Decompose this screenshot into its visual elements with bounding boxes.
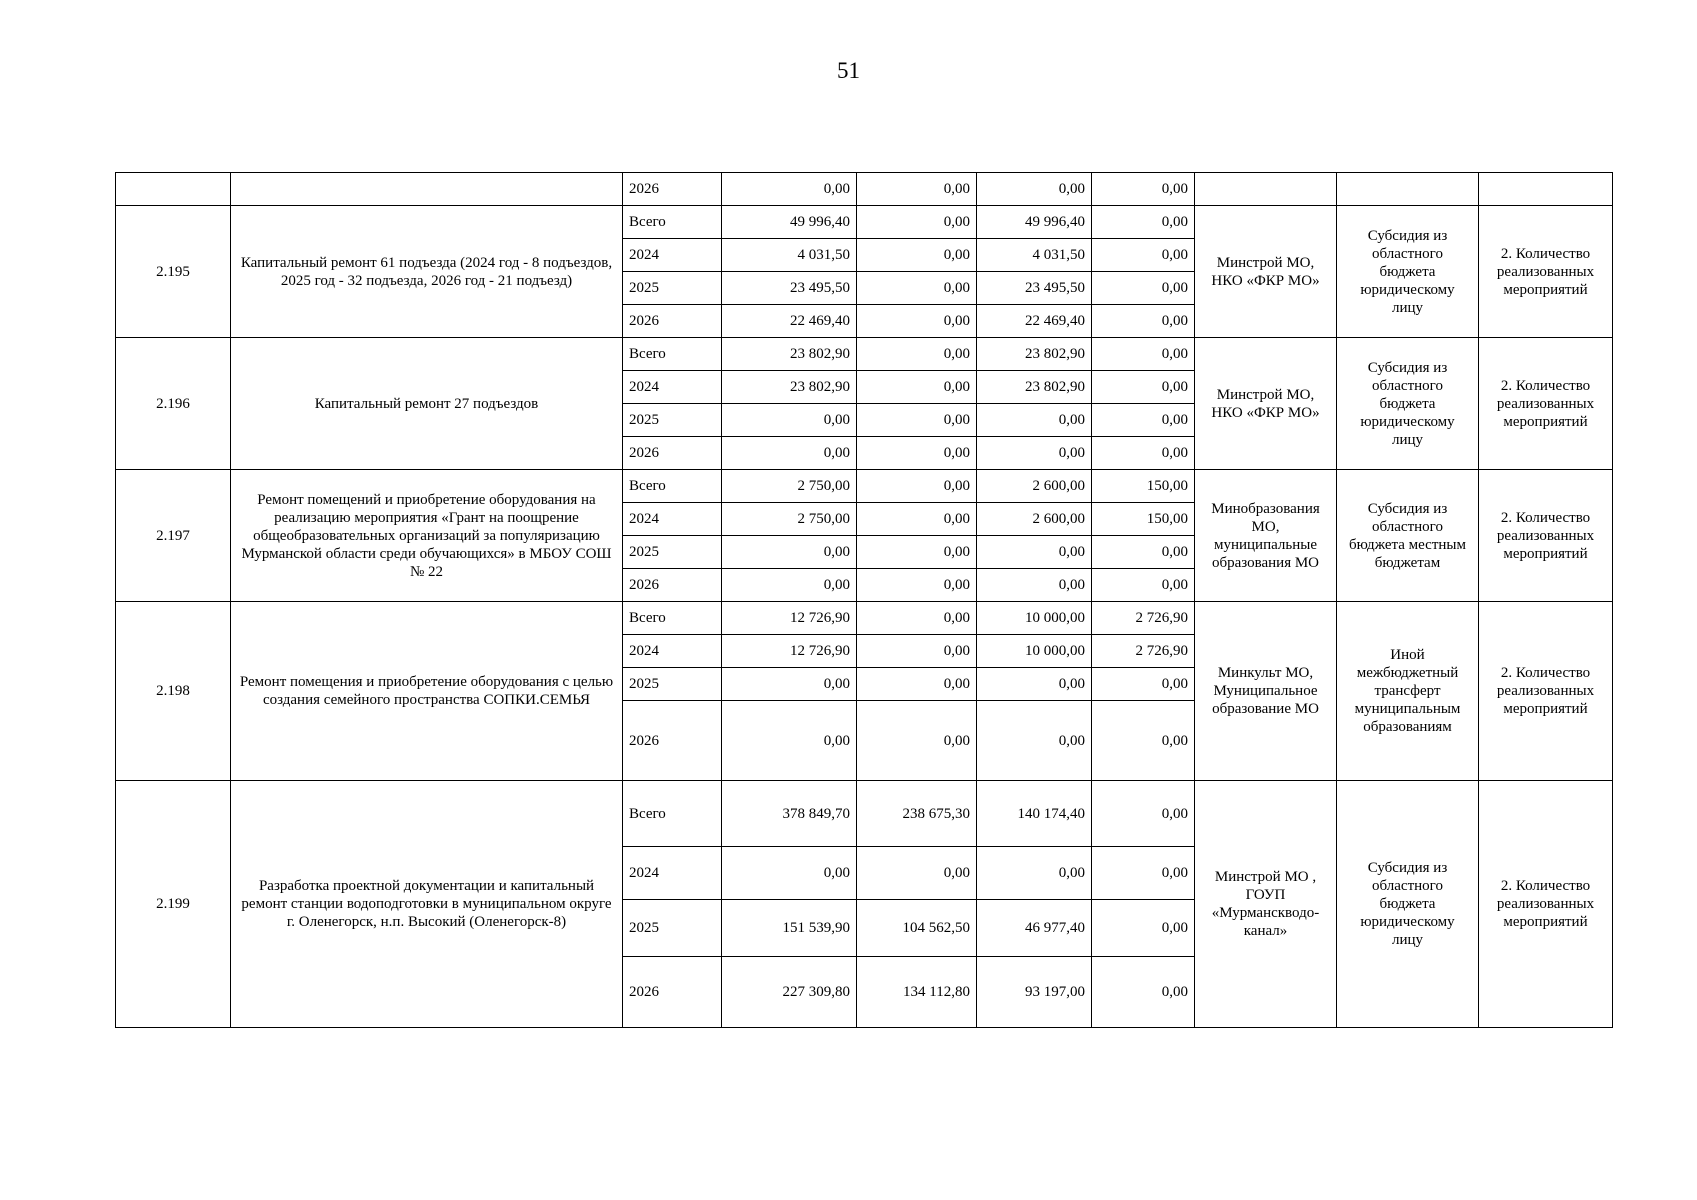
local-cell: 0,00 (1092, 847, 1195, 900)
year-cell: Всего (623, 338, 722, 371)
federal-cell: 0,00 (857, 239, 977, 272)
indicator-cell: 2. Количество реализованных мероприятий (1479, 338, 1613, 470)
federal-cell: 0,00 (857, 470, 977, 503)
total-cell: 0,00 (722, 668, 857, 701)
year-cell: Всего (623, 781, 722, 847)
program-table (115, 172, 1613, 1028)
year-cell: 2026 (623, 701, 722, 781)
federal-cell: 0,00 (857, 536, 977, 569)
total-cell: 227 309,80 (722, 957, 857, 1028)
federal-cell: 0,00 (857, 173, 977, 206)
entry-number: 2.199 (116, 781, 231, 1028)
local-cell: 0,00 (1092, 957, 1195, 1028)
regional-cell: 0,00 (977, 569, 1092, 602)
federal-cell: 0,00 (857, 635, 977, 668)
regional-cell: 93 197,00 (977, 957, 1092, 1028)
year-cell: 2025 (623, 404, 722, 437)
regional-cell: 0,00 (977, 668, 1092, 701)
table-row (116, 781, 1613, 847)
total-cell: 151 539,90 (722, 900, 857, 957)
federal-cell: 134 112,80 (857, 957, 977, 1028)
entry-number: 2.196 (116, 338, 231, 470)
year-cell: 2026 (623, 305, 722, 338)
total-cell: 2 750,00 (722, 470, 857, 503)
local-cell: 0,00 (1092, 206, 1195, 239)
year-cell: 2025 (623, 272, 722, 305)
year-cell: 2026 (623, 957, 722, 1028)
year-cell: 2025 (623, 668, 722, 701)
total-cell: 0,00 (722, 847, 857, 900)
local-cell: 2 726,90 (1092, 635, 1195, 668)
total-cell: 0,00 (722, 536, 857, 569)
regional-cell: 0,00 (977, 536, 1092, 569)
year-cell: 2024 (623, 239, 722, 272)
regional-cell: 23 802,90 (977, 338, 1092, 371)
entry-number: 2.195 (116, 206, 231, 338)
regional-cell: 2 600,00 (977, 503, 1092, 536)
funding-source-cell: Субсидия из областного бюджета местным бюджетам (1337, 470, 1479, 602)
local-cell: 0,00 (1092, 239, 1195, 272)
year-cell: Всего (623, 470, 722, 503)
total-cell: 0,00 (722, 404, 857, 437)
year-cell: Всего (623, 206, 722, 239)
entry-number: 2.197 (116, 470, 231, 602)
total-cell: 12 726,90 (722, 635, 857, 668)
executor-cell: Минстрой МО, НКО «ФКР МО» (1195, 206, 1337, 338)
executor-cell: Минобразования МО, муниципальные образования МО (1195, 470, 1337, 602)
regional-cell: 0,00 (977, 701, 1092, 781)
entry-name: Разработка проектной документации и капитальный ремонт станции водоподготовки в муниципальном округе г. Оленегорск, н.п. Высокий (Оленегорск-8) (231, 781, 623, 1028)
executor-cell: Минстрой МО, НКО «ФКР МО» (1195, 338, 1337, 470)
continuation-executor-cell (1195, 173, 1337, 206)
regional-cell: 0,00 (977, 404, 1092, 437)
local-cell: 0,00 (1092, 569, 1195, 602)
local-cell: 0,00 (1092, 305, 1195, 338)
federal-cell: 0,00 (857, 701, 977, 781)
total-cell: 4 031,50 (722, 239, 857, 272)
total-cell: 49 996,40 (722, 206, 857, 239)
entry-name: Ремонт помещения и приобретение оборудования с целью создания семейного пространства СОПКИ.СЕМЬЯ (231, 602, 623, 781)
local-cell: 0,00 (1092, 437, 1195, 470)
regional-cell: 140 174,40 (977, 781, 1092, 847)
year-cell: 2026 (623, 569, 722, 602)
regional-cell: 4 031,50 (977, 239, 1092, 272)
continuation-indicator-cell (1479, 173, 1613, 206)
local-cell: 2 726,90 (1092, 602, 1195, 635)
federal-cell: 0,00 (857, 503, 977, 536)
local-cell: 0,00 (1092, 404, 1195, 437)
total-cell: 0,00 (722, 569, 857, 602)
local-cell: 0,00 (1092, 272, 1195, 305)
regional-cell: 10 000,00 (977, 635, 1092, 668)
federal-cell: 0,00 (857, 206, 977, 239)
continuation-name-cell (231, 173, 623, 206)
funding-source-cell: Субсидия из областного бюджета юридическому лицу (1337, 338, 1479, 470)
year-cell: 2024 (623, 503, 722, 536)
continuation-source-cell (1337, 173, 1479, 206)
total-cell: 0,00 (722, 437, 857, 470)
funding-source-cell: Субсидия из областного бюджета юридическому лицу (1337, 206, 1479, 338)
federal-cell: 0,00 (857, 404, 977, 437)
local-cell: 0,00 (1092, 338, 1195, 371)
indicator-cell: 2. Количество реализованных мероприятий (1479, 206, 1613, 338)
total-cell: 23 802,90 (722, 338, 857, 371)
regional-cell: 46 977,40 (977, 900, 1092, 957)
local-cell: 150,00 (1092, 470, 1195, 503)
year-cell: Всего (623, 602, 722, 635)
federal-cell: 0,00 (857, 569, 977, 602)
regional-cell: 49 996,40 (977, 206, 1092, 239)
federal-cell: 0,00 (857, 272, 977, 305)
local-cell: 0,00 (1092, 781, 1195, 847)
indicator-cell: 2. Количество реализованных мероприятий (1479, 781, 1613, 1028)
federal-cell: 238 675,30 (857, 781, 977, 847)
regional-cell: 23 802,90 (977, 371, 1092, 404)
federal-cell: 0,00 (857, 668, 977, 701)
executor-cell: Минкульт МО, Муниципальное образование МО (1195, 602, 1337, 781)
entry-name: Ремонт помещений и приобретение оборудования на реализацию мероприятия «Грант на поощрение общеобразовательных организаций за популяризацию Мурманской области среди обучающихся» в МБОУ СОШ № 22 (231, 470, 623, 602)
table-row (116, 338, 1613, 371)
total-cell: 378 849,70 (722, 781, 857, 847)
federal-cell: 0,00 (857, 371, 977, 404)
indicator-cell: 2. Количество реализованных мероприятий (1479, 470, 1613, 602)
federal-cell: 0,00 (857, 847, 977, 900)
page-number: 51 (837, 58, 860, 83)
total-cell: 23 802,90 (722, 371, 857, 404)
local-cell: 0,00 (1092, 536, 1195, 569)
year-cell: 2024 (623, 847, 722, 900)
year-cell: 2024 (623, 371, 722, 404)
table-row (116, 206, 1613, 239)
regional-cell: 23 495,50 (977, 272, 1092, 305)
entry-name: Капитальный ремонт 27 подъездов (231, 338, 623, 470)
regional-cell: 22 469,40 (977, 305, 1092, 338)
federal-cell: 0,00 (857, 602, 977, 635)
funding-source-cell: Иной межбюджетный трансферт муниципальным образованиям (1337, 602, 1479, 781)
total-cell: 22 469,40 (722, 305, 857, 338)
year-cell: 2024 (623, 635, 722, 668)
regional-cell: 0,00 (977, 437, 1092, 470)
entry-number: 2.198 (116, 602, 231, 781)
total-cell: 0,00 (722, 701, 857, 781)
total-cell: 12 726,90 (722, 602, 857, 635)
executor-cell: Минстрой МО , ГОУП «Мурманскводо-канал» (1195, 781, 1337, 1028)
federal-cell: 0,00 (857, 305, 977, 338)
entry-name: Капитальный ремонт 61 подъезда (2024 год - 8 подъездов, 2025 год - 32 подъезда, 2026 год - 21 подъезд) (231, 206, 623, 338)
local-cell: 150,00 (1092, 503, 1195, 536)
table-row (116, 470, 1613, 503)
continuation-num-cell (116, 173, 231, 206)
regional-cell: 0,00 (977, 847, 1092, 900)
regional-cell: 2 600,00 (977, 470, 1092, 503)
local-cell: 0,00 (1092, 701, 1195, 781)
local-cell: 0,00 (1092, 371, 1195, 404)
year-cell: 2025 (623, 900, 722, 957)
regional-cell: 10 000,00 (977, 602, 1092, 635)
local-cell: 0,00 (1092, 900, 1195, 957)
funding-source-cell: Субсидия из областного бюджета юридическому лицу (1337, 781, 1479, 1028)
total-cell: 23 495,50 (722, 272, 857, 305)
federal-cell: 104 562,50 (857, 900, 977, 957)
year-cell: 2025 (623, 536, 722, 569)
year-cell: 2026 (623, 173, 722, 206)
federal-cell: 0,00 (857, 437, 977, 470)
local-cell: 0,00 (1092, 173, 1195, 206)
table-row-continuation (116, 173, 1613, 206)
indicator-cell: 2. Количество реализованных мероприятий (1479, 602, 1613, 781)
table-row (116, 602, 1613, 635)
year-cell: 2026 (623, 437, 722, 470)
total-cell: 0,00 (722, 173, 857, 206)
local-cell: 0,00 (1092, 668, 1195, 701)
federal-cell: 0,00 (857, 338, 977, 371)
regional-cell: 0,00 (977, 173, 1092, 206)
total-cell: 2 750,00 (722, 503, 857, 536)
